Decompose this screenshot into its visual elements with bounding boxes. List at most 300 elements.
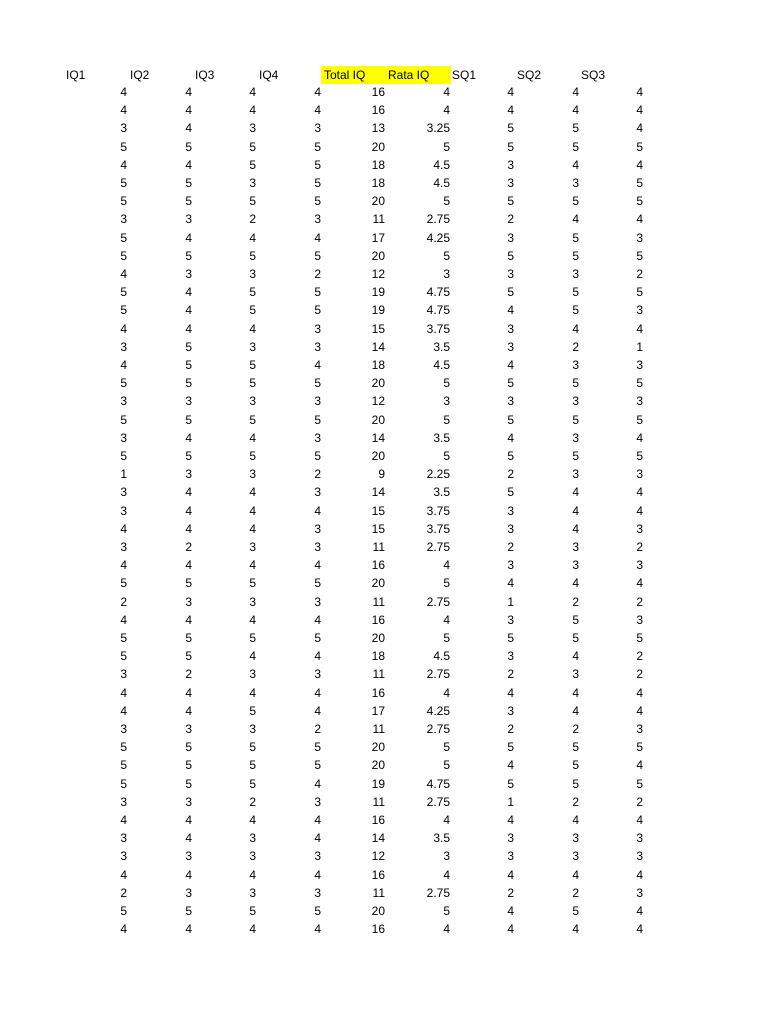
table-cell[interactable]: 15	[371, 521, 385, 536]
table-cell[interactable]: 4	[120, 922, 127, 937]
table-cell[interactable]: 5	[249, 139, 256, 154]
table-cell[interactable]: 4	[249, 922, 256, 937]
header-cell[interactable]: IQ1	[66, 67, 86, 82]
table-cell[interactable]: 5	[249, 740, 256, 755]
table-cell[interactable]: 20	[371, 449, 385, 463]
table-cell[interactable]: 5	[314, 412, 321, 427]
table-cell[interactable]: 3	[249, 849, 256, 864]
table-cell[interactable]: 4	[185, 685, 192, 700]
table-cell[interactable]: 3	[507, 649, 514, 664]
table-cell[interactable]: 5	[443, 194, 450, 209]
table-cell[interactable]: 4	[507, 867, 514, 882]
table-cell[interactable]: 2	[507, 212, 514, 227]
table-cell[interactable]: 3	[443, 394, 450, 409]
table-cell[interactable]: 5	[185, 576, 192, 591]
table-cell[interactable]: 2	[507, 722, 514, 736]
table-cell[interactable]: 11	[372, 794, 385, 809]
table-cell[interactable]: 2	[507, 540, 514, 554]
table-cell[interactable]: 17	[371, 703, 385, 718]
table-cell[interactable]: 4	[314, 230, 321, 245]
table-cell[interactable]: 3	[507, 157, 514, 172]
table-cell[interactable]: 20	[371, 412, 385, 427]
table-cell[interactable]: 4	[249, 85, 256, 99]
table-cell[interactable]: 20	[371, 904, 385, 918]
table-cell[interactable]: 19	[371, 776, 385, 791]
table-cell[interactable]: 5	[249, 194, 256, 209]
table-cell[interactable]: 3	[572, 849, 579, 864]
table-cell[interactable]: 5	[249, 303, 256, 318]
table-cell[interactable]: 4	[120, 867, 127, 882]
table-cell[interactable]: 4	[249, 612, 256, 627]
table-cell[interactable]: 3	[120, 831, 127, 846]
table-cell[interactable]: 5	[314, 740, 321, 755]
table-cell[interactable]: 4	[572, 685, 579, 700]
table-cell[interactable]: 4	[120, 703, 127, 718]
table-cell[interactable]: 5	[572, 139, 579, 154]
table-cell[interactable]: 4	[120, 813, 127, 827]
table-cell[interactable]: 5	[249, 449, 256, 463]
table-cell[interactable]: 5	[185, 358, 192, 372]
table-cell[interactable]: 4	[314, 649, 321, 664]
table-cell[interactable]: 4	[249, 685, 256, 700]
table-cell[interactable]: 5	[636, 139, 643, 154]
table-cell[interactable]: 20	[371, 194, 385, 209]
table-cell[interactable]: 5	[572, 612, 579, 627]
table-cell[interactable]: 3	[249, 121, 256, 136]
table-cell[interactable]: 3	[314, 339, 321, 354]
table-cell[interactable]: 5	[507, 485, 514, 500]
table-cell[interactable]: 4	[572, 212, 579, 227]
table-cell[interactable]: 2	[636, 649, 643, 664]
table-cell[interactable]: 4	[572, 576, 579, 591]
table-cell[interactable]: 4	[120, 157, 127, 172]
table-cell[interactable]: 3	[314, 540, 321, 554]
table-cell[interactable]: 3	[120, 394, 127, 409]
table-cell[interactable]: 3	[507, 521, 514, 536]
table-cell[interactable]: 4	[249, 867, 256, 882]
table-cell[interactable]: 20	[371, 576, 385, 591]
table-cell[interactable]: 3	[185, 394, 192, 409]
table-cell[interactable]: 5	[507, 139, 514, 154]
table-cell[interactable]: 3.75	[426, 521, 450, 536]
table-cell[interactable]: 4	[572, 503, 579, 518]
table-cell[interactable]: 2	[636, 267, 643, 281]
table-cell[interactable]: 5	[314, 449, 321, 463]
table-cell[interactable]: 3	[636, 303, 643, 318]
table-cell[interactable]: 2	[636, 540, 643, 554]
table-cell[interactable]: 4	[443, 922, 450, 937]
table-cell[interactable]: 5	[314, 139, 321, 154]
table-cell[interactable]: 4	[572, 649, 579, 664]
table-cell[interactable]: 5	[249, 576, 256, 591]
table-cell[interactable]: 4	[120, 85, 127, 99]
table-cell[interactable]: 4	[185, 321, 192, 336]
table-cell[interactable]: 5	[120, 776, 127, 791]
table-cell[interactable]: 3	[249, 467, 256, 482]
table-cell[interactable]: 1	[507, 794, 514, 809]
table-cell[interactable]: 4.25	[426, 230, 450, 245]
table-cell[interactable]: 4	[249, 321, 256, 336]
table-cell[interactable]: 3	[120, 121, 127, 136]
table-cell[interactable]: 4	[636, 212, 643, 227]
table-cell[interactable]: 3	[249, 594, 256, 609]
table-cell[interactable]: 5	[185, 139, 192, 154]
table-cell[interactable]: 11	[372, 885, 385, 900]
table-cell[interactable]: 18	[371, 157, 385, 172]
table-cell[interactable]: 5	[314, 303, 321, 318]
table-cell[interactable]: 4	[120, 558, 127, 573]
table-cell[interactable]: 3	[185, 722, 192, 736]
table-cell[interactable]: 4	[314, 922, 321, 937]
table-cell[interactable]: 3	[636, 230, 643, 245]
table-cell[interactable]: 3	[314, 121, 321, 136]
table-cell[interactable]: 3	[572, 831, 579, 846]
table-cell[interactable]: 3	[120, 212, 127, 227]
table-cell[interactable]: 5	[120, 758, 127, 773]
table-cell[interactable]: 3	[120, 485, 127, 500]
table-cell[interactable]: 5	[507, 376, 514, 391]
table-cell[interactable]: 2.75	[426, 722, 450, 736]
table-cell[interactable]: 4	[314, 612, 321, 627]
table-cell[interactable]: 5	[636, 376, 643, 391]
table-cell[interactable]: 2	[572, 594, 579, 609]
table-cell[interactable]: 4	[314, 103, 321, 118]
table-cell[interactable]: 3	[249, 339, 256, 354]
table-cell[interactable]: 5	[636, 776, 643, 791]
table-cell[interactable]: 3	[314, 594, 321, 609]
table-cell[interactable]: 16	[371, 922, 385, 937]
table-cell[interactable]: 4	[572, 867, 579, 882]
table-cell[interactable]: 16	[371, 685, 385, 700]
header-cell[interactable]: Rata IQ	[385, 66, 451, 84]
table-cell[interactable]: 3	[249, 540, 256, 554]
table-cell[interactable]: 3	[572, 176, 579, 190]
table-cell[interactable]: 2	[249, 212, 256, 227]
table-cell[interactable]: 4	[120, 685, 127, 700]
header-cell[interactable]: SQ3	[581, 67, 606, 82]
table-cell[interactable]: 3	[507, 503, 514, 518]
table-cell[interactable]: 3	[507, 831, 514, 846]
table-cell[interactable]: 4	[185, 157, 192, 172]
table-cell[interactable]: 4	[636, 485, 643, 500]
table-cell[interactable]: 2	[185, 667, 192, 682]
table-cell[interactable]: 4	[507, 685, 514, 700]
table-cell[interactable]: 3	[507, 703, 514, 718]
table-cell[interactable]: 4	[314, 867, 321, 882]
table-cell[interactable]: 3	[572, 667, 579, 682]
table-cell[interactable]: 3	[572, 358, 579, 372]
table-cell[interactable]: 5	[249, 285, 256, 300]
table-cell[interactable]: 4	[249, 503, 256, 518]
table-cell[interactable]: 4	[249, 649, 256, 664]
header-cell[interactable]: IQ4	[259, 67, 279, 82]
table-cell[interactable]: 3	[185, 849, 192, 864]
table-cell[interactable]: 4	[120, 521, 127, 536]
table-cell[interactable]: 4	[249, 521, 256, 536]
table-cell[interactable]: 5	[314, 285, 321, 300]
table-cell[interactable]: 3	[507, 339, 514, 354]
table-cell[interactable]: 3	[185, 467, 192, 482]
header-cell[interactable]: SQ1	[452, 67, 477, 82]
table-cell[interactable]: 4	[572, 922, 579, 937]
table-cell[interactable]: 11	[372, 212, 385, 227]
table-cell[interactable]: 5	[185, 740, 192, 755]
table-cell[interactable]: 3	[314, 849, 321, 864]
table-cell[interactable]: 5	[249, 904, 256, 918]
table-cell[interactable]: 5	[249, 776, 256, 791]
table-cell[interactable]: 4	[636, 758, 643, 773]
table-cell[interactable]: 4	[249, 558, 256, 573]
table-cell[interactable]: 5	[507, 449, 514, 463]
table-cell[interactable]: 19	[371, 285, 385, 300]
table-cell[interactable]: 4	[185, 103, 192, 118]
table-cell[interactable]: 4	[314, 558, 321, 573]
table-cell[interactable]: 2	[636, 667, 643, 682]
table-cell[interactable]: 3	[249, 831, 256, 846]
table-cell[interactable]: 5	[507, 776, 514, 791]
table-cell[interactable]: 4	[443, 813, 450, 827]
table-cell[interactable]: 4	[507, 303, 514, 318]
table-cell[interactable]: 2	[636, 594, 643, 609]
table-cell[interactable]: 5	[120, 376, 127, 391]
table-cell[interactable]: 5	[636, 412, 643, 427]
table-cell[interactable]: 5	[572, 248, 579, 263]
table-cell[interactable]: 4	[314, 358, 321, 372]
table-cell[interactable]: 4	[507, 813, 514, 827]
table-cell[interactable]: 4	[314, 85, 321, 99]
table-cell[interactable]: 4	[185, 703, 192, 718]
header-cell[interactable]: IQ2	[130, 67, 150, 82]
table-cell[interactable]: 3	[572, 540, 579, 554]
table-cell[interactable]: 3	[572, 430, 579, 445]
table-cell[interactable]: 4	[636, 576, 643, 591]
table-cell[interactable]: 5	[314, 248, 321, 263]
table-cell[interactable]: 4	[120, 612, 127, 627]
table-cell[interactable]: 2.25	[426, 467, 450, 482]
table-cell[interactable]: 3.5	[433, 339, 450, 354]
table-cell[interactable]: 16	[371, 813, 385, 827]
table-cell[interactable]: 4	[507, 576, 514, 591]
table-cell[interactable]: 3	[572, 394, 579, 409]
table-cell[interactable]: 17	[371, 230, 385, 245]
table-cell[interactable]: 20	[371, 248, 385, 263]
table-cell[interactable]: 3	[185, 267, 192, 281]
table-cell[interactable]: 4	[314, 776, 321, 791]
table-cell[interactable]: 5	[572, 776, 579, 791]
table-cell[interactable]: 3	[120, 540, 127, 554]
table-cell[interactable]: 5	[249, 703, 256, 718]
table-cell[interactable]: 4	[249, 813, 256, 827]
table-cell[interactable]: 5	[120, 412, 127, 427]
table-cell[interactable]: 3	[120, 430, 127, 445]
table-cell[interactable]: 5	[314, 904, 321, 918]
table-cell[interactable]: 1	[636, 339, 643, 354]
table-cell[interactable]: 5	[120, 285, 127, 300]
table-cell[interactable]: 4	[636, 121, 643, 136]
table-cell[interactable]: 4	[572, 521, 579, 536]
table-cell[interactable]: 3	[507, 230, 514, 245]
table-cell[interactable]: 3.5	[433, 831, 450, 846]
table-cell[interactable]: 4	[120, 267, 127, 281]
table-cell[interactable]: 5	[249, 412, 256, 427]
table-cell[interactable]: 2	[636, 794, 643, 809]
table-cell[interactable]: 2	[314, 267, 321, 281]
table-cell[interactable]: 5	[249, 758, 256, 773]
table-cell[interactable]: 4	[636, 813, 643, 827]
table-cell[interactable]: 4	[185, 303, 192, 318]
table-cell[interactable]: 4	[636, 685, 643, 700]
table-cell[interactable]: 5	[314, 758, 321, 773]
table-cell[interactable]: 5	[572, 631, 579, 645]
table-cell[interactable]: 5	[120, 194, 127, 209]
table-cell[interactable]: 5	[185, 776, 192, 791]
table-cell[interactable]: 4	[185, 285, 192, 300]
table-cell[interactable]: 3	[120, 794, 127, 809]
table-cell[interactable]: 4	[443, 85, 450, 99]
table-cell[interactable]: 4	[185, 121, 192, 136]
table-cell[interactable]: 19	[371, 303, 385, 318]
table-cell[interactable]: 5	[249, 157, 256, 172]
table-cell[interactable]: 5	[572, 194, 579, 209]
table-cell[interactable]: 3	[636, 722, 643, 736]
table-cell[interactable]: 4.75	[426, 285, 450, 300]
table-cell[interactable]: 5	[507, 740, 514, 755]
table-cell[interactable]: 5	[443, 248, 450, 263]
table-cell[interactable]: 4	[507, 85, 514, 99]
table-cell[interactable]: 5	[636, 449, 643, 463]
table-cell[interactable]: 13	[371, 121, 385, 136]
table-cell[interactable]: 5	[185, 376, 192, 391]
table-cell[interactable]: 3	[249, 722, 256, 736]
table-cell[interactable]: 4	[636, 85, 643, 99]
table-cell[interactable]: 5	[443, 139, 450, 154]
table-cell[interactable]: 3	[636, 521, 643, 536]
table-cell[interactable]: 5	[572, 376, 579, 391]
table-cell[interactable]: 4	[636, 321, 643, 336]
table-cell[interactable]: 4	[185, 521, 192, 536]
table-cell[interactable]: 4	[120, 103, 127, 118]
table-cell[interactable]: 4	[636, 103, 643, 118]
table-cell[interactable]: 3	[636, 358, 643, 372]
table-cell[interactable]: 12	[371, 394, 385, 409]
table-cell[interactable]: 11	[372, 594, 385, 609]
table-cell[interactable]: 4	[636, 703, 643, 718]
table-cell[interactable]: 3	[636, 394, 643, 409]
table-cell[interactable]: 4.25	[426, 703, 450, 718]
table-cell[interactable]: 5	[572, 230, 579, 245]
table-cell[interactable]: 5	[636, 194, 643, 209]
table-cell[interactable]: 5	[572, 758, 579, 773]
table-cell[interactable]: 4	[636, 157, 643, 172]
table-cell[interactable]: 5	[120, 176, 127, 190]
table-cell[interactable]: 3	[249, 394, 256, 409]
table-cell[interactable]: 4	[185, 558, 192, 573]
table-cell[interactable]: 2	[120, 594, 127, 609]
table-cell[interactable]: 5	[443, 904, 450, 918]
table-cell[interactable]: 3	[507, 267, 514, 281]
table-cell[interactable]: 4	[314, 703, 321, 718]
table-cell[interactable]: 4	[507, 904, 514, 918]
table-cell[interactable]: 11	[372, 722, 385, 736]
table-cell[interactable]: 2.75	[426, 540, 450, 554]
table-cell[interactable]: 12	[371, 849, 385, 864]
table-cell[interactable]: 5	[636, 285, 643, 300]
table-cell[interactable]: 3	[636, 558, 643, 573]
table-cell[interactable]: 3.75	[426, 503, 450, 518]
table-cell[interactable]: 14	[371, 485, 385, 500]
table-cell[interactable]: 4	[185, 85, 192, 99]
table-cell[interactable]: 4.75	[426, 303, 450, 318]
table-cell[interactable]: 4	[185, 612, 192, 627]
table-cell[interactable]: 4	[314, 831, 321, 846]
table-cell[interactable]: 3	[120, 503, 127, 518]
table-cell[interactable]: 3	[185, 594, 192, 609]
table-cell[interactable]: 3.75	[426, 321, 450, 336]
table-cell[interactable]: 5	[572, 412, 579, 427]
table-cell[interactable]: 4	[249, 485, 256, 500]
table-cell[interactable]: 4	[507, 358, 514, 372]
table-cell[interactable]: 3	[314, 212, 321, 227]
table-cell[interactable]: 5	[120, 576, 127, 591]
table-cell[interactable]: 20	[371, 376, 385, 391]
table-cell[interactable]: 3	[636, 885, 643, 900]
table-cell[interactable]: 2.75	[426, 594, 450, 609]
table-cell[interactable]: 4	[249, 103, 256, 118]
table-cell[interactable]: 4.5	[433, 649, 450, 664]
table-cell[interactable]: 5	[185, 339, 192, 354]
table-cell[interactable]: 5	[314, 194, 321, 209]
table-cell[interactable]: 3	[185, 885, 192, 900]
table-cell[interactable]: 5	[120, 139, 127, 154]
table-cell[interactable]: 4	[185, 813, 192, 827]
table-cell[interactable]: 4	[507, 922, 514, 937]
table-cell[interactable]: 3	[572, 558, 579, 573]
table-cell[interactable]: 4.5	[433, 157, 450, 172]
table-cell[interactable]: 5	[185, 449, 192, 463]
table-cell[interactable]: 4	[507, 758, 514, 773]
table-cell[interactable]: 3	[572, 467, 579, 482]
table-cell[interactable]: 5	[185, 758, 192, 773]
table-cell[interactable]: 3	[314, 321, 321, 336]
table-cell[interactable]: 5	[507, 631, 514, 645]
table-cell[interactable]: 4	[185, 503, 192, 518]
table-cell[interactable]: 12	[371, 267, 385, 281]
table-cell[interactable]: 5	[443, 412, 450, 427]
table-cell[interactable]: 15	[371, 503, 385, 518]
table-cell[interactable]: 3	[314, 794, 321, 809]
table-cell[interactable]: 5	[572, 904, 579, 918]
table-cell[interactable]: 3	[314, 521, 321, 536]
table-cell[interactable]: 2	[185, 540, 192, 554]
table-cell[interactable]: 3	[507, 176, 514, 190]
table-cell[interactable]: 1	[507, 594, 514, 609]
table-cell[interactable]: 5	[120, 230, 127, 245]
table-cell[interactable]: 5	[120, 740, 127, 755]
table-cell[interactable]: 3	[120, 339, 127, 354]
table-cell[interactable]: 16	[371, 85, 385, 99]
table-cell[interactable]: 3	[636, 467, 643, 482]
table-cell[interactable]: 4	[636, 867, 643, 882]
table-cell[interactable]: 5	[443, 376, 450, 391]
table-cell[interactable]: 3	[636, 831, 643, 846]
table-cell[interactable]: 3	[314, 394, 321, 409]
table-cell[interactable]: 4	[572, 703, 579, 718]
table-cell[interactable]: 3.5	[433, 430, 450, 445]
table-cell[interactable]: 5	[636, 631, 643, 645]
table-cell[interactable]: 5	[314, 576, 321, 591]
table-cell[interactable]: 5	[120, 303, 127, 318]
table-cell[interactable]: 5	[120, 248, 127, 263]
